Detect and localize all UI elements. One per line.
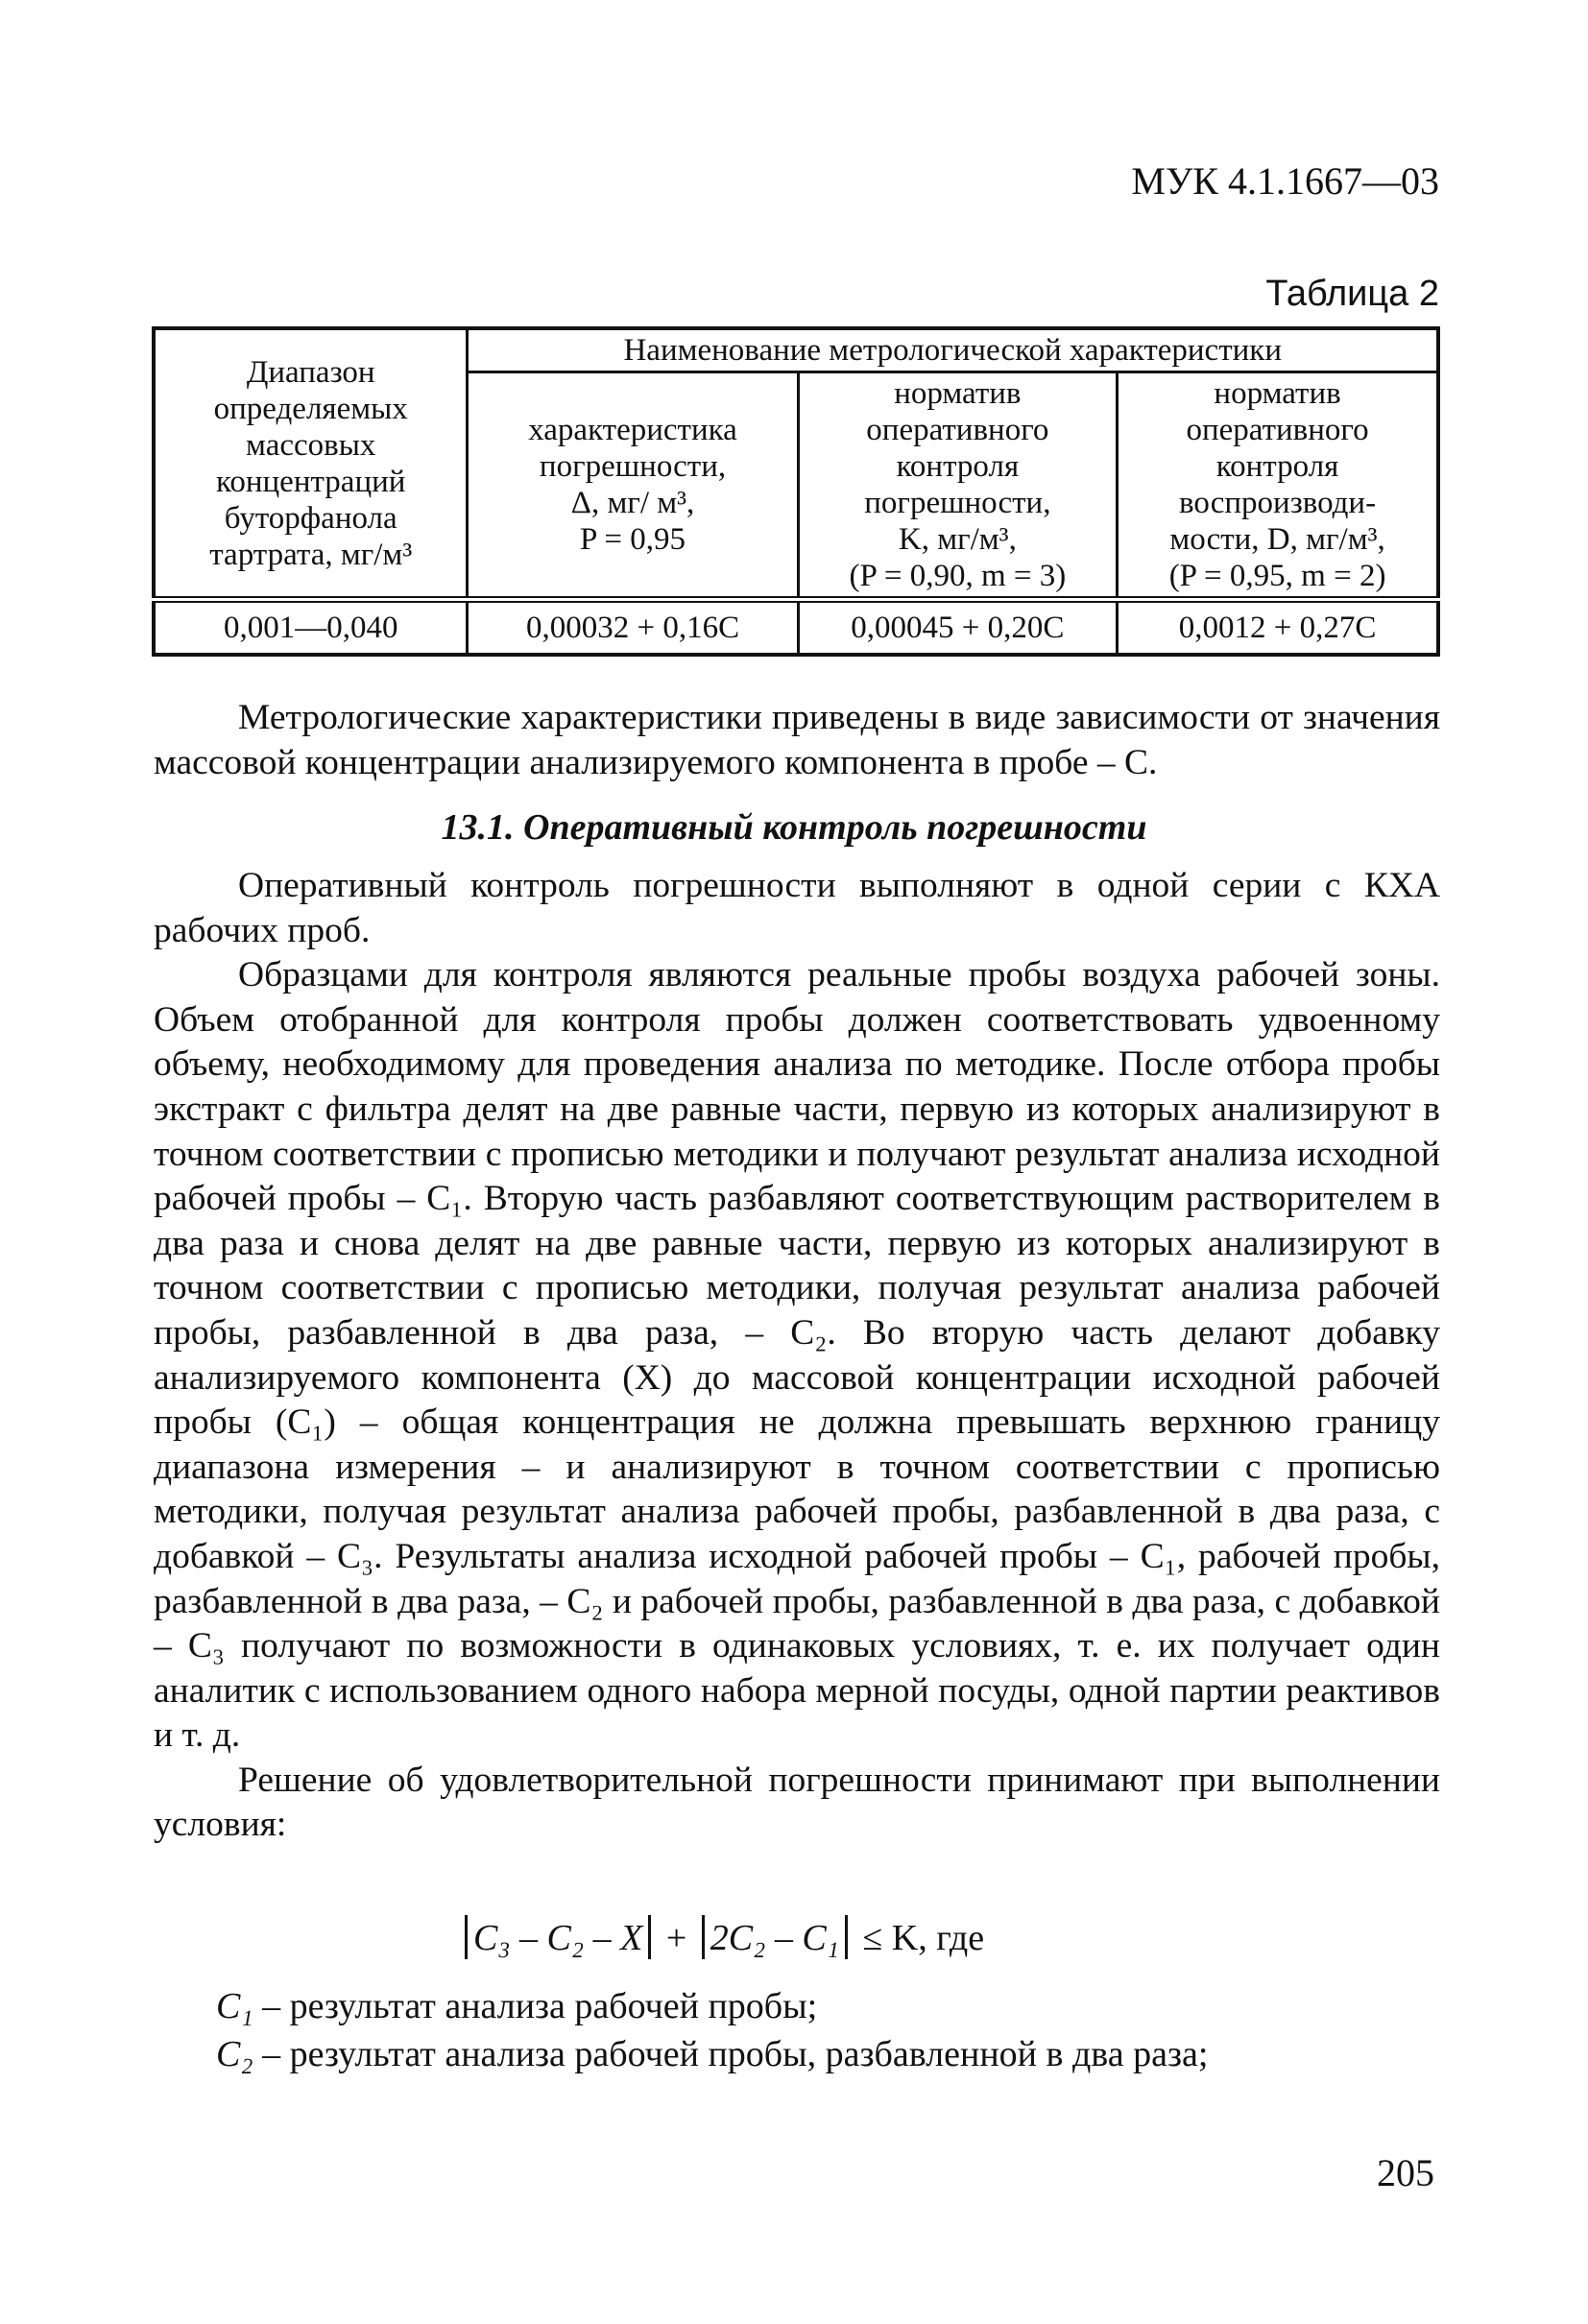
range-cell: 0,001—0,040	[154, 600, 468, 656]
abs-bar	[465, 1915, 468, 1959]
definition-item: C₂ – результат анализа рабочей пробы, разбавленной в два раза;	[216, 2034, 1209, 2074]
formula-tail: ≤ K, где	[862, 1918, 985, 1958]
intro-block	[154, 696, 1440, 785]
header-error-characteristic: характеристика погрешности, Δ, мг/ м³, P = 0,95	[468, 372, 798, 600]
abs-bar	[702, 1915, 705, 1959]
paragraph: Решение об удовлетворительной погрешности принимают при выполнении условия:	[154, 1760, 1440, 1845]
document-code: МУК 4.1.1667—03	[1131, 159, 1439, 203]
paragraph: Оперативный контроль погрешности выполняют в одной серии с КХА рабочих проб.	[154, 866, 1440, 950]
abs-bar	[648, 1915, 651, 1959]
page-number: 205	[1377, 2151, 1434, 2194]
formula-right: 2C₂ – C₁	[710, 1918, 839, 1958]
section-title: 13.1. Оперативный контроль погрешности	[441, 807, 1147, 848]
body-text	[154, 864, 1440, 1848]
error-control-cell: 0,00045 + 0,20C	[798, 600, 1118, 656]
abs-bar	[845, 1915, 848, 1959]
metrology-table	[152, 326, 1440, 657]
intro-paragraph: Метрологические характеристики приведены в виде зависимости от значения массовой концентрации анализируемого компонента в пробе – C.	[154, 698, 1440, 782]
formula-left: C₃ – C₂ – X	[473, 1918, 643, 1958]
reproducibility-cell: 0,0012 + 0,27C	[1118, 600, 1438, 656]
paragraph: Образцами для контроля являются реальные пробы воздуха рабочей зоны. Объем отобранной для контроля пробы должен соответствовать удвоенному объему, необходимому для проведения анализа по методике. После отбора пробы экстракт с фильтра делят на две равные части, первую из которых анализируют в точном соответствии с прописью методики и получают результат анализа исходной рабочей пробы – C₁. Вторую часть разбавляют соответствующим растворителем в два раза и снова делят на две равные части, первую из которых анализируют в точном соответствии с прописью методики, получая результат анализа рабочей пробы, разбавленной в два раза, – C₂. Во вторую часть делают добавку анализируемого компонента (X) до массовой концентрации исходной рабочей пробы (C₁) – общая концентрация не должна превышать верхнюю границу диапазона измерения – и анализируют в точном соответствии с прописью методики, получая результат анализа рабочей пробы, разбавленной в два раза, с добавкой – C₃. Результаты анализа исходной рабочей пробы – C₁, рабочей пробы, разбавленной в два раза, – C₂ и рабочей пробы, разбавленной в два раза, с добавкой – C₃ получают по возможности в одинаковых условиях, т. е. их получает один аналитик с использованием одного набора мерной посуды, одной партии реактивов и т. д.	[154, 955, 1440, 1756]
formula-plus: +	[665, 1918, 687, 1958]
definition-item: C₁ – результат анализа рабочей пробы;	[216, 1986, 818, 2026]
table-caption: Таблица 2	[1265, 274, 1439, 314]
header-reproducibility-norm: норматив оперативного контроля воспроизводи- мости, D, мг/м³, (P = 0,95, m = 2)	[1118, 372, 1438, 600]
group-header: Наименование метрологической характеристики	[468, 328, 1438, 372]
header-error-control-norm: норматив оперативного контроля погрешности, K, мг/м³, (P = 0,90, m = 3)	[798, 372, 1118, 600]
table-row	[154, 600, 1438, 656]
error-cell: 0,00032 + 0,16C	[468, 600, 798, 656]
range-header: Диапазон определяемых массовых концентраций буторфанола тартрата, мг/м³	[154, 328, 468, 600]
definitions-list	[216, 1982, 1208, 2078]
condition-formula	[459, 1915, 984, 1959]
